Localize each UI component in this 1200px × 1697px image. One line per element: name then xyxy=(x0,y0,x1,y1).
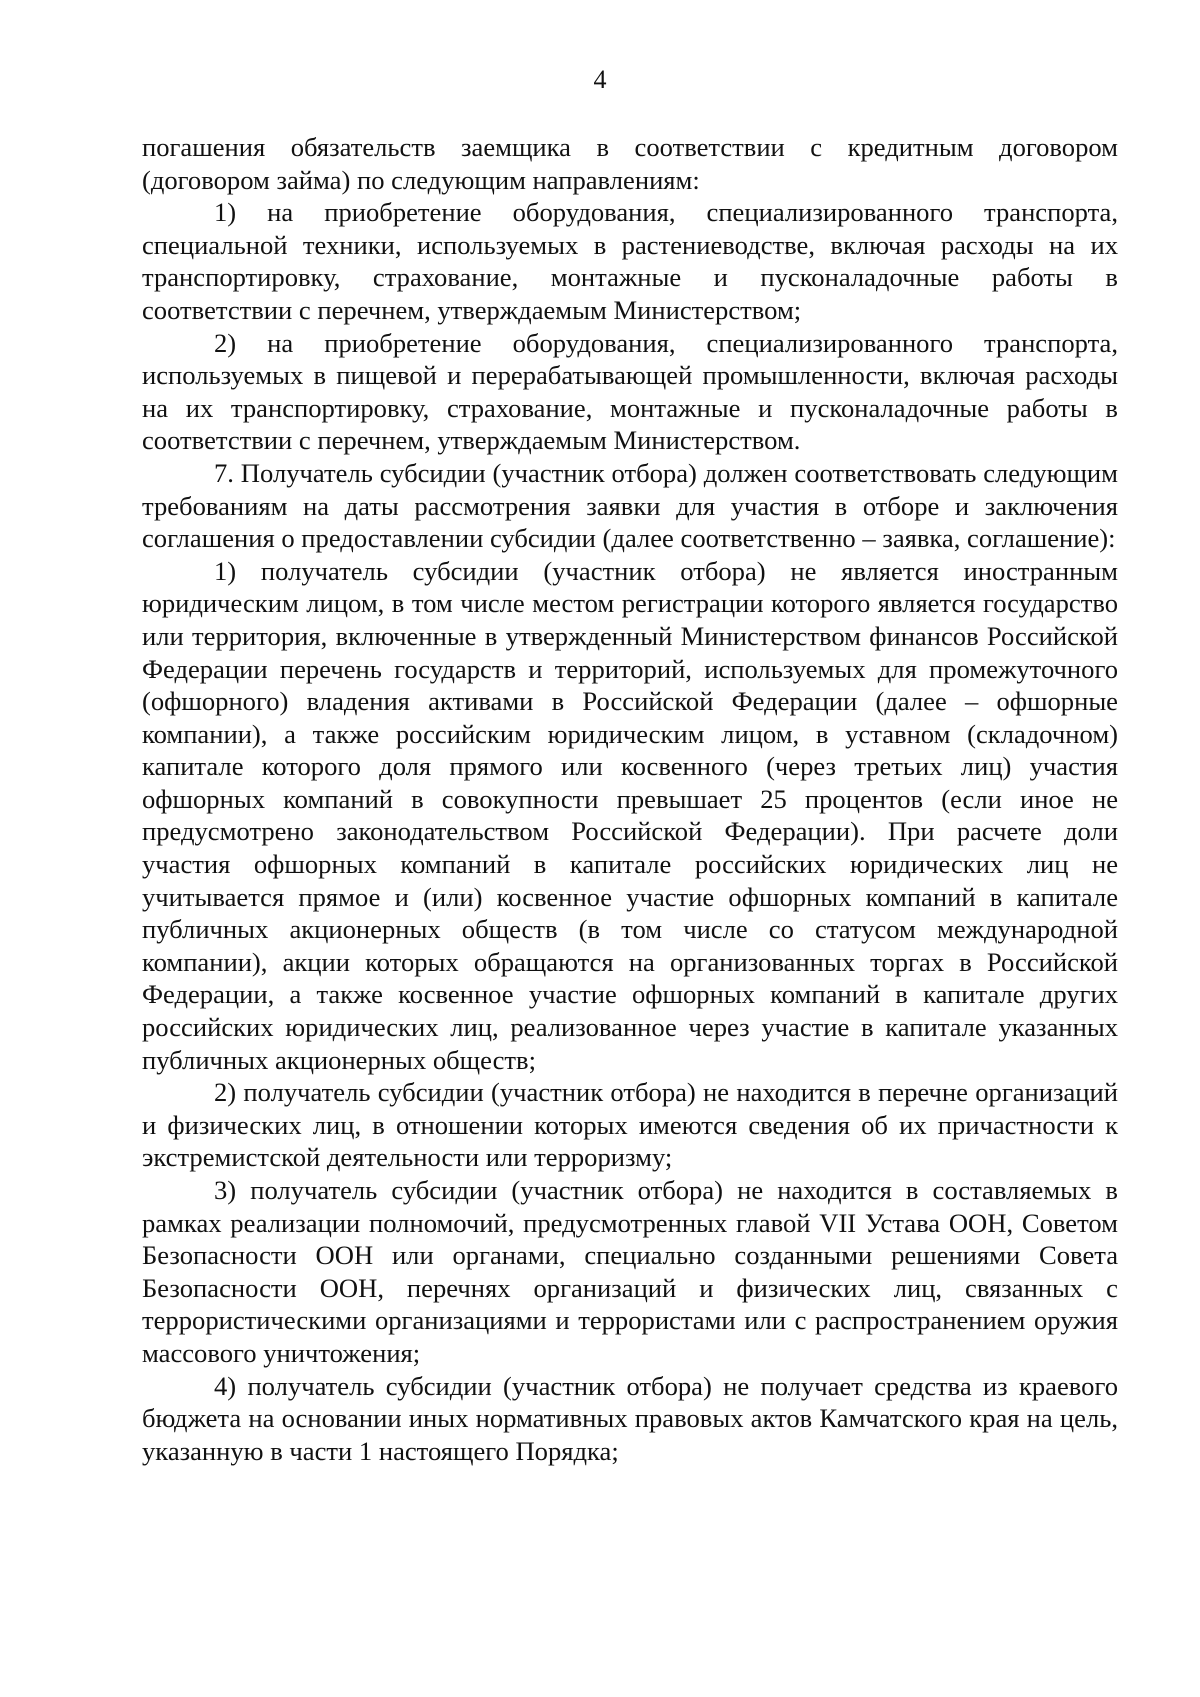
paragraph-requirement-1-offshore: 1) получатель субсидии (участник отбора) не является иностранным юридическим лицом, в том числе местом регистрации которого является государство или территория, включенные в утвержденный Министерством финансов Российской Федерации перечень государств и территорий, используемых для промежуточного (офшорного) владения активами в Российской Федерации (далее – офшорные компании), а также российским юридическим лицом, в уставном (складочном) капитале которого доля прямого или косвенного (через третьих лиц) участия офшорных компаний в совокупности превышает 25 процентов (если иное не предусмотрено законодательством Российской Федерации). При расчете доли участия офшорных компаний в капитале российских юридических лиц не учитывается прямое и (или) косвенное участие офшорных компаний в капитале публичных акционерных обществ (в том числе со статусом международной компании), акции которых обращаются на организованных торгах в Российской Федерации, а также косвенное участие офшорных компаний в капитале других российских юридических лиц, реализованное через участие в капитале указанных публичных акционерных обществ; xyxy=(142,555,1118,1075)
paragraph-item-1-equipment-crop: 1) на приобретение оборудования, специализированного транспорта, специальной техники, используемых в растениеводстве, включая расходы на их транспортировку, страхование, монтажные и пусконаладочные работы в соответствии с перечнем, утверждаемым Министерством; xyxy=(142,197,1118,325)
page-number: 4 xyxy=(593,65,607,94)
paragraph-requirement-3-un-lists: 3) получатель субсидии (участник отбора) не находится в составляемых в рамках реализации полномочий, предусмотренных главой VII Устава ООН, Советом Безопасности ООН или органами, специально созданными решениями Совета Безопасности ООН, перечнях организаций и физических лиц, связанных с террористическими организациями и террористами или с распространением оружия массового уничтожения; xyxy=(142,1175,1118,1368)
paragraph-section-7-requirements: 7. Получатель субсидии (участник отбора) должен соответствовать следующим требованиям на даты рассмотрения заявки для участия в отборе и заключения соглашения о предоставлении субсидии (далее соответственно – заявка, соглашение): xyxy=(142,457,1118,554)
paragraph-requirement-2-extremism: 2) получатель субсидии (участник отбора) не находится в перечне организаций и физических лиц, в отношении которых имеются сведения об их причастности к экстремистской деятельности или терроризму; xyxy=(142,1077,1118,1173)
paragraph-continuation: погашения обязательств заемщика в соответствии с кредитным договором (договором займа) по следующим направлениям: xyxy=(142,132,1118,195)
paragraph-requirement-4-budget: 4) получатель субсидии (участник отбора) не получает средства из краевого бюджета на основании иных нормативных правовых актов Камчатского края на цель, указанную в части 1 настоящего Порядка; xyxy=(142,1370,1118,1466)
paragraph-item-2-equipment-food: 2) на приобретение оборудования, специализированного транспорта, используемых в пищевой и перерабатывающей промышленности, включая расходы на их транспортировку, страхование, монтажные и пусконаладочные работы в соответствии с перечнем, утверждаемым Министерством. xyxy=(142,327,1118,456)
document-body xyxy=(142,131,1118,1467)
